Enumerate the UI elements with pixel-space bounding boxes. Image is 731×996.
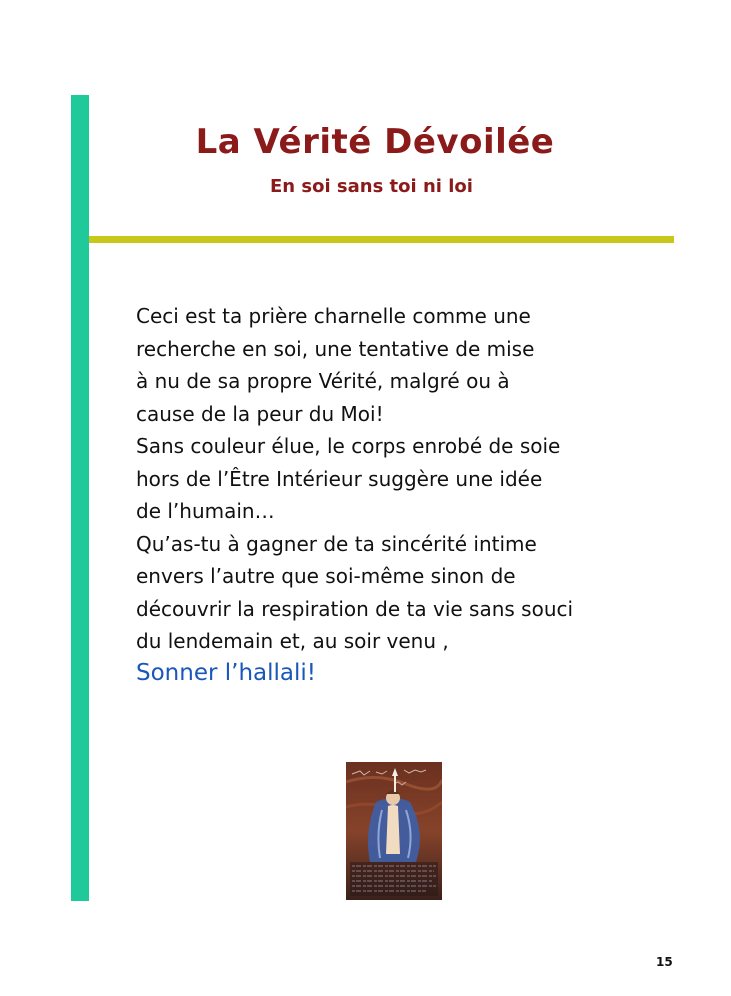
left-accent-bar xyxy=(71,95,89,901)
poem-line: du lendemain et, au soir venu , xyxy=(136,629,449,653)
poem-line: Ceci est ta prière charnelle comme une xyxy=(136,304,531,328)
poem-line: recherche en soi, une tentative de mise xyxy=(136,336,535,361)
poem-closing-line: Sonner l’hallali! xyxy=(136,660,316,686)
painting-thumbnail xyxy=(346,762,442,900)
poem-line: à nu de sa propre Vérité, malgré ou à xyxy=(136,369,510,393)
poem-line: découvrir la respiration de ta vie sans souci xyxy=(136,596,574,621)
poem-line: hors de l’Être Intérieur suggère une idée xyxy=(136,466,543,491)
page-number: 15 xyxy=(656,955,673,969)
page-subtitle: En soi sans toi ni loi xyxy=(270,176,473,197)
title-divider xyxy=(89,236,674,243)
poem-line: envers l’autre que soi-même sinon de xyxy=(136,564,516,588)
poem-line: de l’humain… xyxy=(136,499,275,523)
poem-body xyxy=(136,300,636,658)
page-title: La Vérité Dévoilée xyxy=(195,122,555,162)
poem-line: Qu’as-tu à gagner de ta sincérité intime xyxy=(136,531,537,556)
poem-line: Sans couleur élue, le corps enrobé de soie xyxy=(136,434,561,458)
poem-line: cause de la peur du Moi! xyxy=(136,401,384,426)
